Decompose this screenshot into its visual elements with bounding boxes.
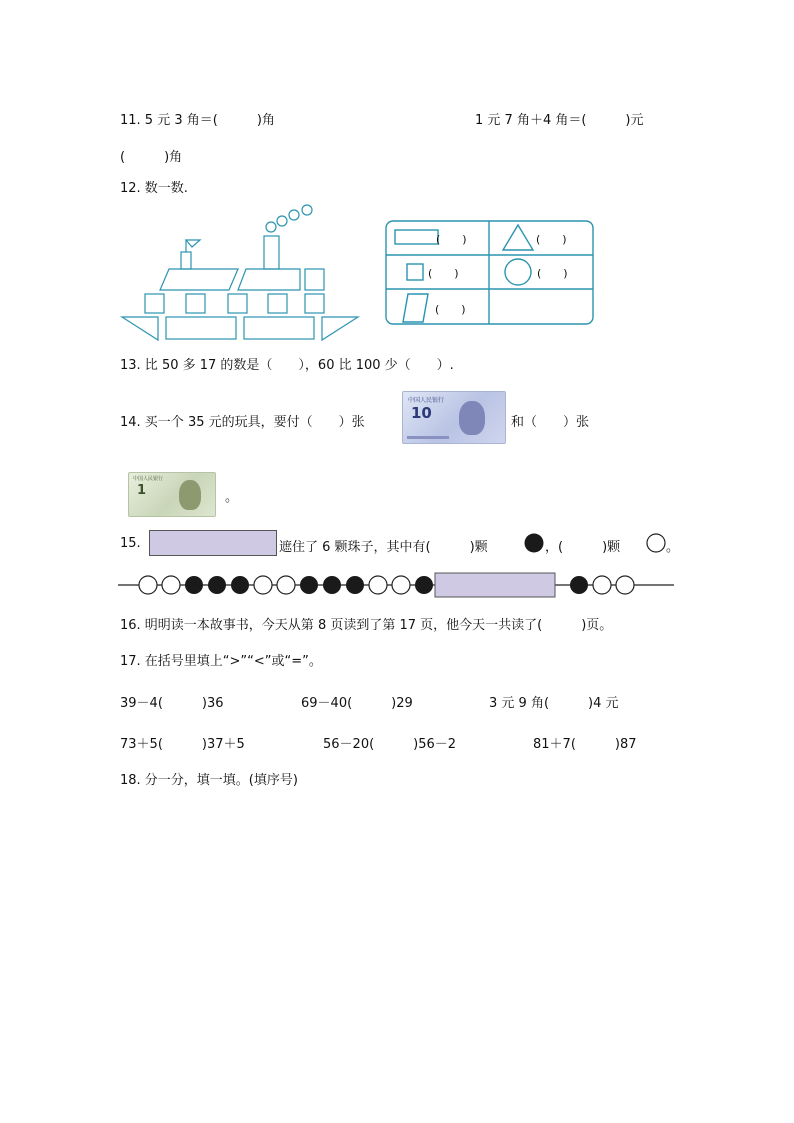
q12-title: 12. 数一数. bbox=[120, 181, 188, 196]
rectangle-shape bbox=[395, 230, 438, 244]
white-bead bbox=[277, 576, 295, 594]
hull-left bbox=[122, 317, 158, 340]
q14-part1: 14. 买一个 35 元的玩具，要付（ ）张 bbox=[120, 415, 365, 430]
hull-block bbox=[244, 317, 314, 339]
q17-item-1: 39－4( )36 bbox=[120, 696, 224, 711]
black-bead bbox=[323, 576, 341, 594]
q15-text: 遮住了 6 颗珠子，其中有( )颗 bbox=[279, 540, 488, 555]
white-bead bbox=[139, 576, 157, 594]
blank-square: ( ) bbox=[428, 267, 459, 280]
circle-shape bbox=[505, 259, 531, 285]
upper-deck-mid bbox=[238, 269, 300, 290]
triangle-shape bbox=[503, 225, 533, 250]
bead-string bbox=[118, 570, 678, 600]
chimney bbox=[264, 236, 279, 269]
parallelogram-shape bbox=[403, 294, 428, 322]
black-bead bbox=[231, 576, 249, 594]
flag bbox=[186, 240, 200, 247]
q17-item-3: 3 元 9 角( )4 元 bbox=[489, 696, 619, 711]
smoke-circle bbox=[289, 210, 299, 220]
white-bead-icon bbox=[644, 532, 668, 554]
white-bead bbox=[616, 576, 634, 594]
q14-part2: 和（ ）张 bbox=[511, 415, 590, 430]
smoke-circle bbox=[277, 216, 287, 226]
bill-bank-name: 中国人民银行 bbox=[408, 397, 445, 404]
q15-label: 15. bbox=[120, 536, 141, 551]
blank-triangle: ( ) bbox=[536, 233, 567, 246]
bead-cover-box bbox=[435, 573, 555, 597]
bill-denomination: 10 bbox=[411, 404, 432, 422]
q13-text: 13. 比 50 多 17 的数是（ ），60 比 100 少（ ）. bbox=[120, 358, 454, 373]
mast-box bbox=[181, 252, 191, 269]
black-bead bbox=[570, 576, 588, 594]
smoke-circle bbox=[266, 222, 276, 232]
q14-end: 。 bbox=[225, 490, 239, 505]
window bbox=[145, 294, 164, 313]
window bbox=[305, 294, 324, 313]
black-bead bbox=[346, 576, 364, 594]
q17-title: 17. 在括号里填上“>”“<”或“=”。 bbox=[120, 654, 322, 669]
cover-box bbox=[149, 530, 277, 556]
white-bead bbox=[162, 576, 180, 594]
white-bead bbox=[593, 576, 611, 594]
upper-deck-right bbox=[305, 269, 324, 290]
q11-part1: 11. 5 元 3 角＝( )角 bbox=[120, 113, 275, 128]
window bbox=[228, 294, 247, 313]
q11-part2: 1 元 7 角＋4 角＝( )元 bbox=[475, 113, 644, 128]
hull-block bbox=[166, 317, 236, 339]
black-bead bbox=[300, 576, 318, 594]
ship-figure bbox=[118, 200, 364, 342]
blank-circle: ( ) bbox=[537, 267, 568, 280]
blank-parallelogram: ( ) bbox=[435, 303, 466, 316]
q15-mid: ，( )颗 bbox=[545, 540, 621, 555]
square-shape bbox=[407, 264, 423, 280]
q16-text: 16. 明明读一本故事书，今天从第 8 页读到了第 17 页，他今天一共读了( )页。 bbox=[120, 618, 613, 633]
upper-deck-left bbox=[160, 269, 238, 290]
q11-part3: ( )角 bbox=[120, 150, 183, 165]
q17-item-6: 81＋7( )87 bbox=[533, 737, 637, 752]
bill-bank-name: 中国人民银行 bbox=[133, 476, 164, 482]
q15-end: 。 bbox=[666, 540, 680, 555]
q18-title: 18. 分一分，填一填。(填序号) bbox=[120, 773, 298, 788]
smoke-circle bbox=[302, 205, 312, 215]
white-bead bbox=[369, 576, 387, 594]
blank-rectangle: ( ) bbox=[436, 233, 467, 246]
ten-yuan-bill-image bbox=[402, 391, 506, 444]
q17-item-5: 56－20( )56－2 bbox=[323, 737, 457, 752]
bill-denomination: 1 bbox=[137, 483, 147, 498]
q17-item-2: 69－40( )29 bbox=[301, 696, 413, 711]
black-bead bbox=[208, 576, 226, 594]
black-bead bbox=[415, 576, 433, 594]
white-bead bbox=[392, 576, 410, 594]
window bbox=[186, 294, 205, 313]
hull-right bbox=[322, 317, 358, 340]
one-yuan-bill-image bbox=[128, 472, 216, 517]
q17-item-4: 73＋5( )37＋5 bbox=[120, 737, 245, 752]
black-bead bbox=[185, 576, 203, 594]
window bbox=[268, 294, 287, 313]
black-bead-icon bbox=[522, 532, 546, 554]
white-bead bbox=[254, 576, 272, 594]
